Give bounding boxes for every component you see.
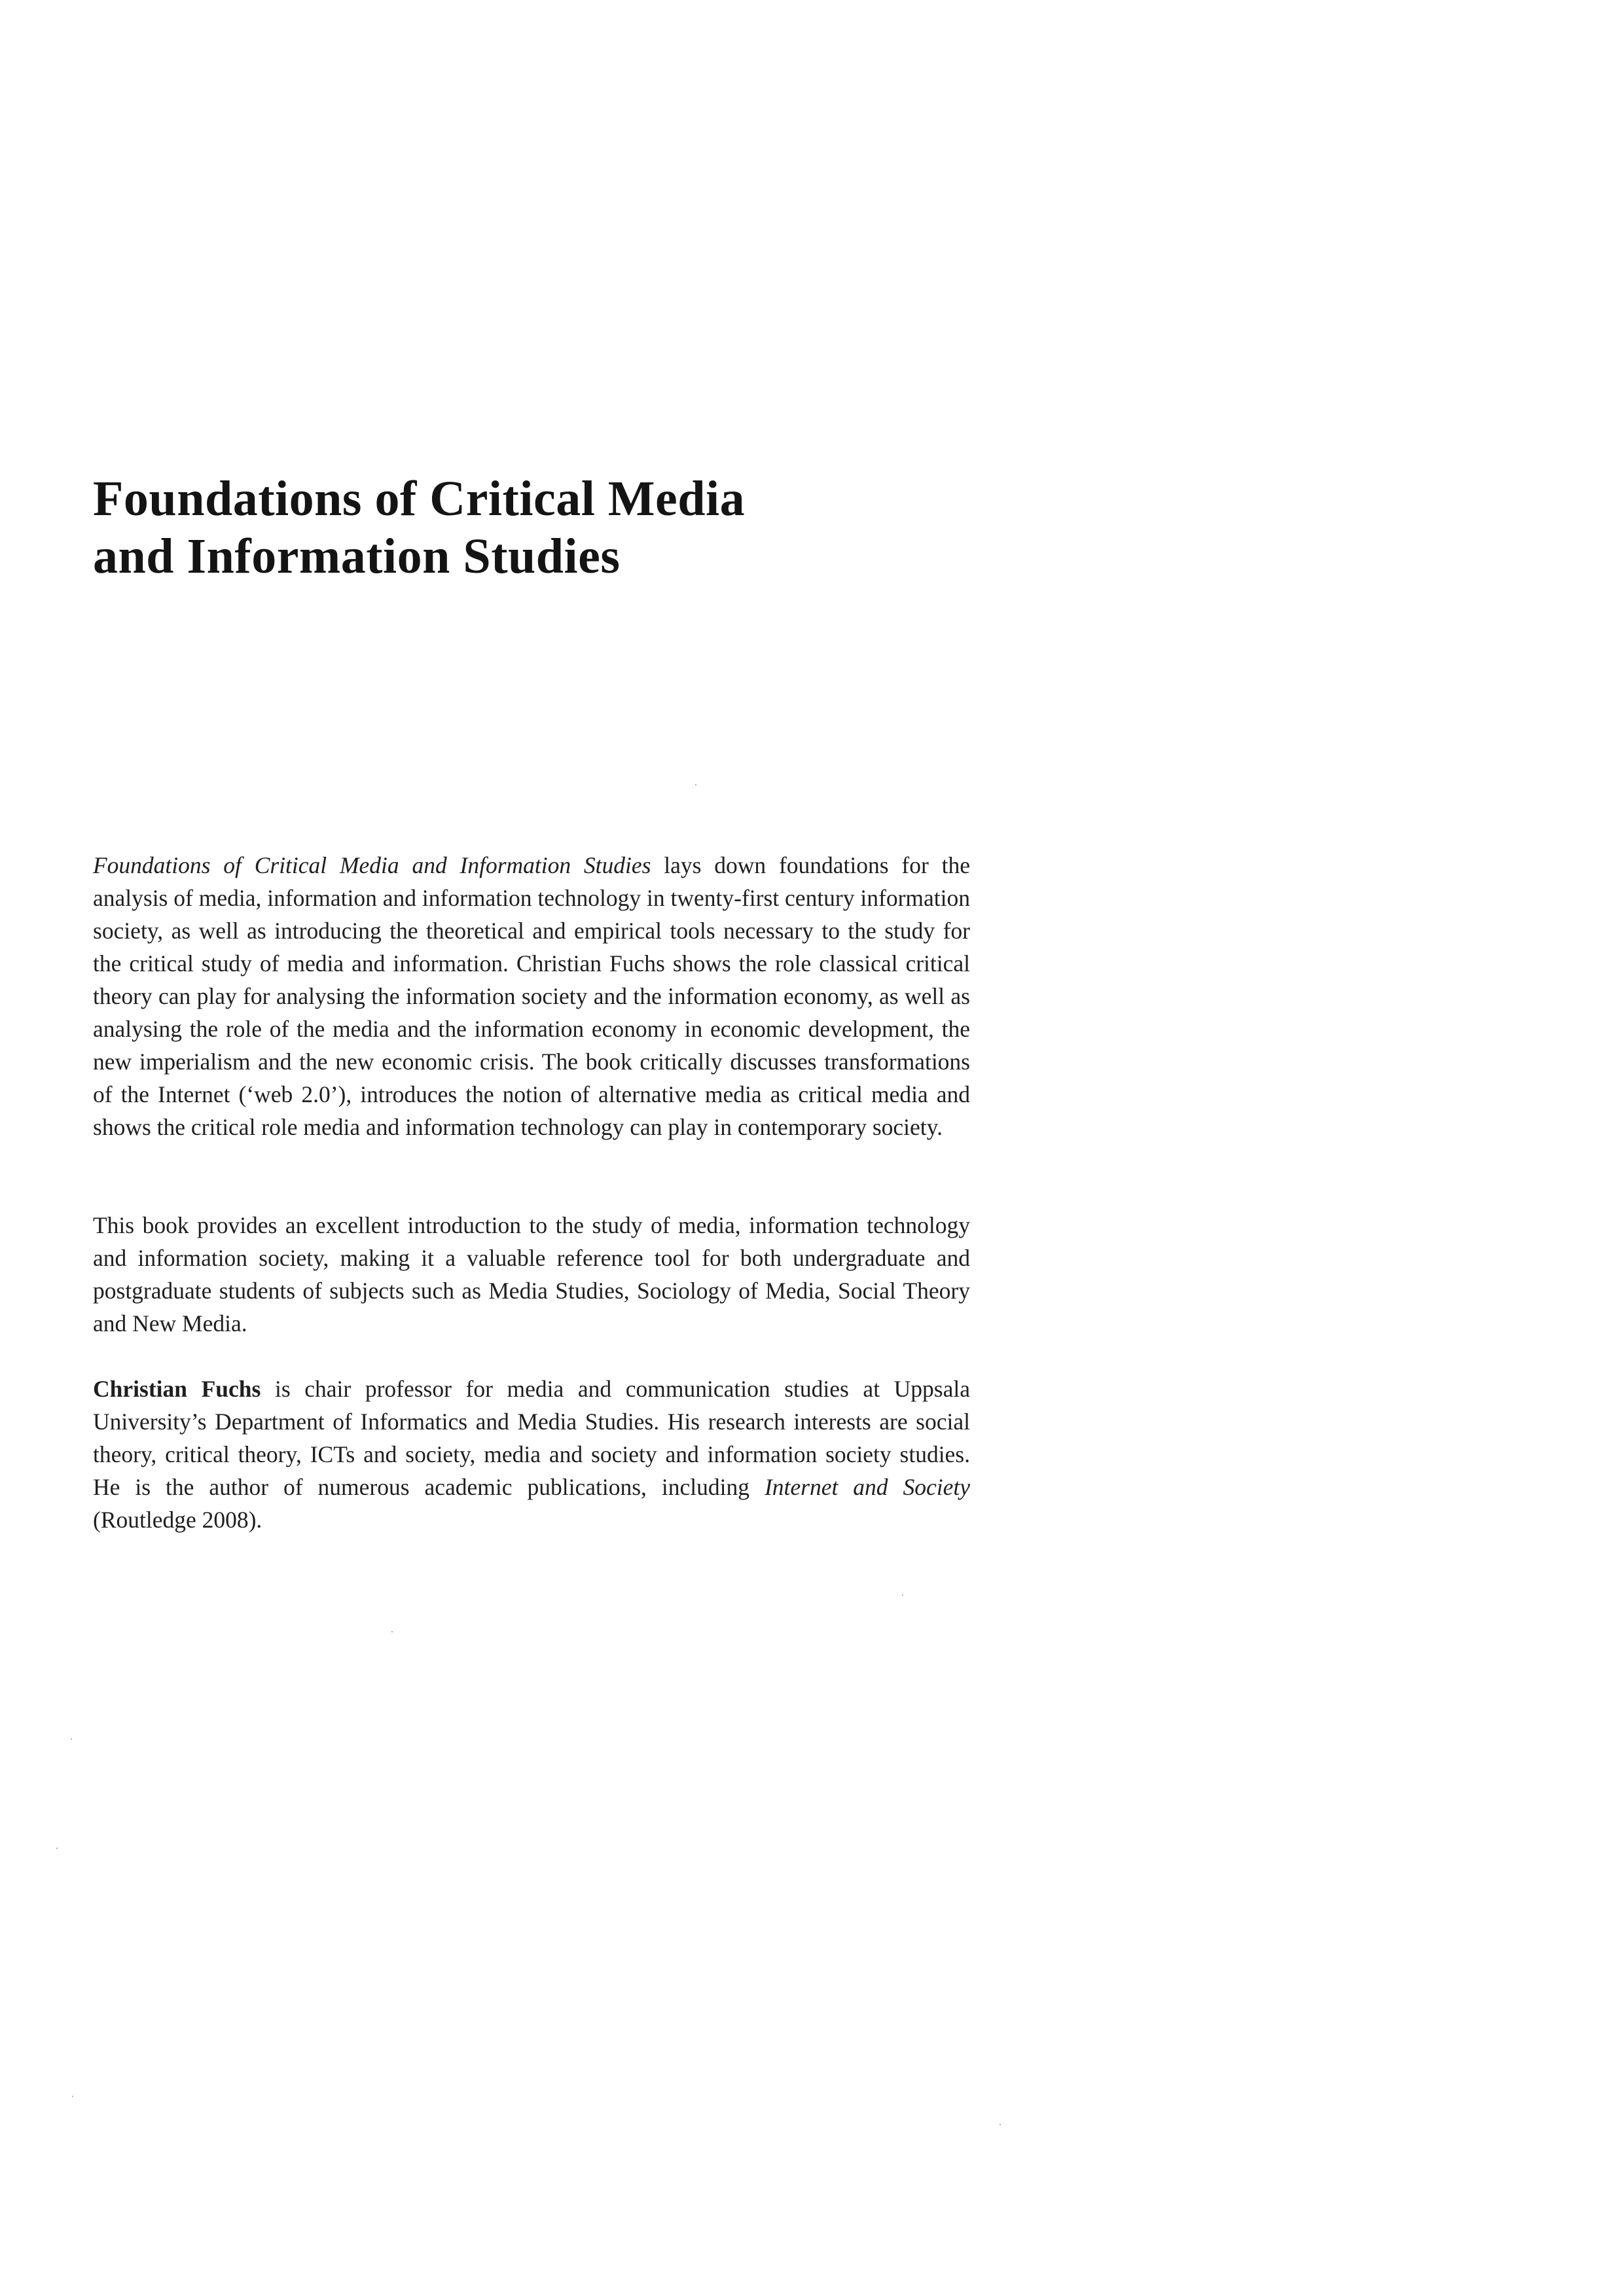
intro-paragraph [93,1209,970,1340]
scan-speck [1000,2124,1001,2125]
book-title-line-2: and Information Studies [93,529,621,584]
book-title [93,470,1206,585]
intro-text: This book provides an excellent introduction to the study of media, information technology and information society, making it a valuable reference tool for both undergraduate and postgraduate students of subjects such as Media Studies, Sociology of Media, Social Theory and New Media. [93,1212,970,1336]
scan-speck [56,1848,58,1849]
scan-speck [902,1594,903,1596]
author-bio-paragraph [93,1372,970,1536]
book-title-line-1: Foundations of Critical Media [93,471,746,526]
blurb-paragraph [93,849,970,1143]
author-name: Christian Fuchs [93,1376,261,1402]
scan-speck [695,784,696,785]
blurb-text: lays down foundations for the analysis of media, information and information technology in twenty-first century information society, as well as introducing the theoretical and empirical tools necessary to the study for the critical study of media and information. Christian Fuchs shows the role classical critical theory can play for analysing the information society and the information economy, as well as analysing the role of the media and the information economy in economic development, the new imperialism and the new economic crisis. The book critically discusses transformations of the Internet (‘web 2.0’), introduces the notion of alternative media as critical media and shows the critical role media and information technology can play in contemporary society. [93,852,970,1140]
author-bio-tail: (Routledge 2008). [93,1507,262,1533]
scan-speck [72,2096,73,2097]
author-book-title: Internet and Society [764,1474,970,1500]
author-bio-text: is chair professor for media and communication studies at Uppsala University’s Department of Informatics and Media Studies. His research interests are social theory, critical theory, ICTs and society, media and society and information society studies. He is the author of numerous academic publications, including [93,1376,970,1500]
blurb-book-title: Foundations of Critical Media and Information Studies [93,852,651,878]
scan-speck [71,1738,72,1740]
scan-speck [391,1631,393,1632]
